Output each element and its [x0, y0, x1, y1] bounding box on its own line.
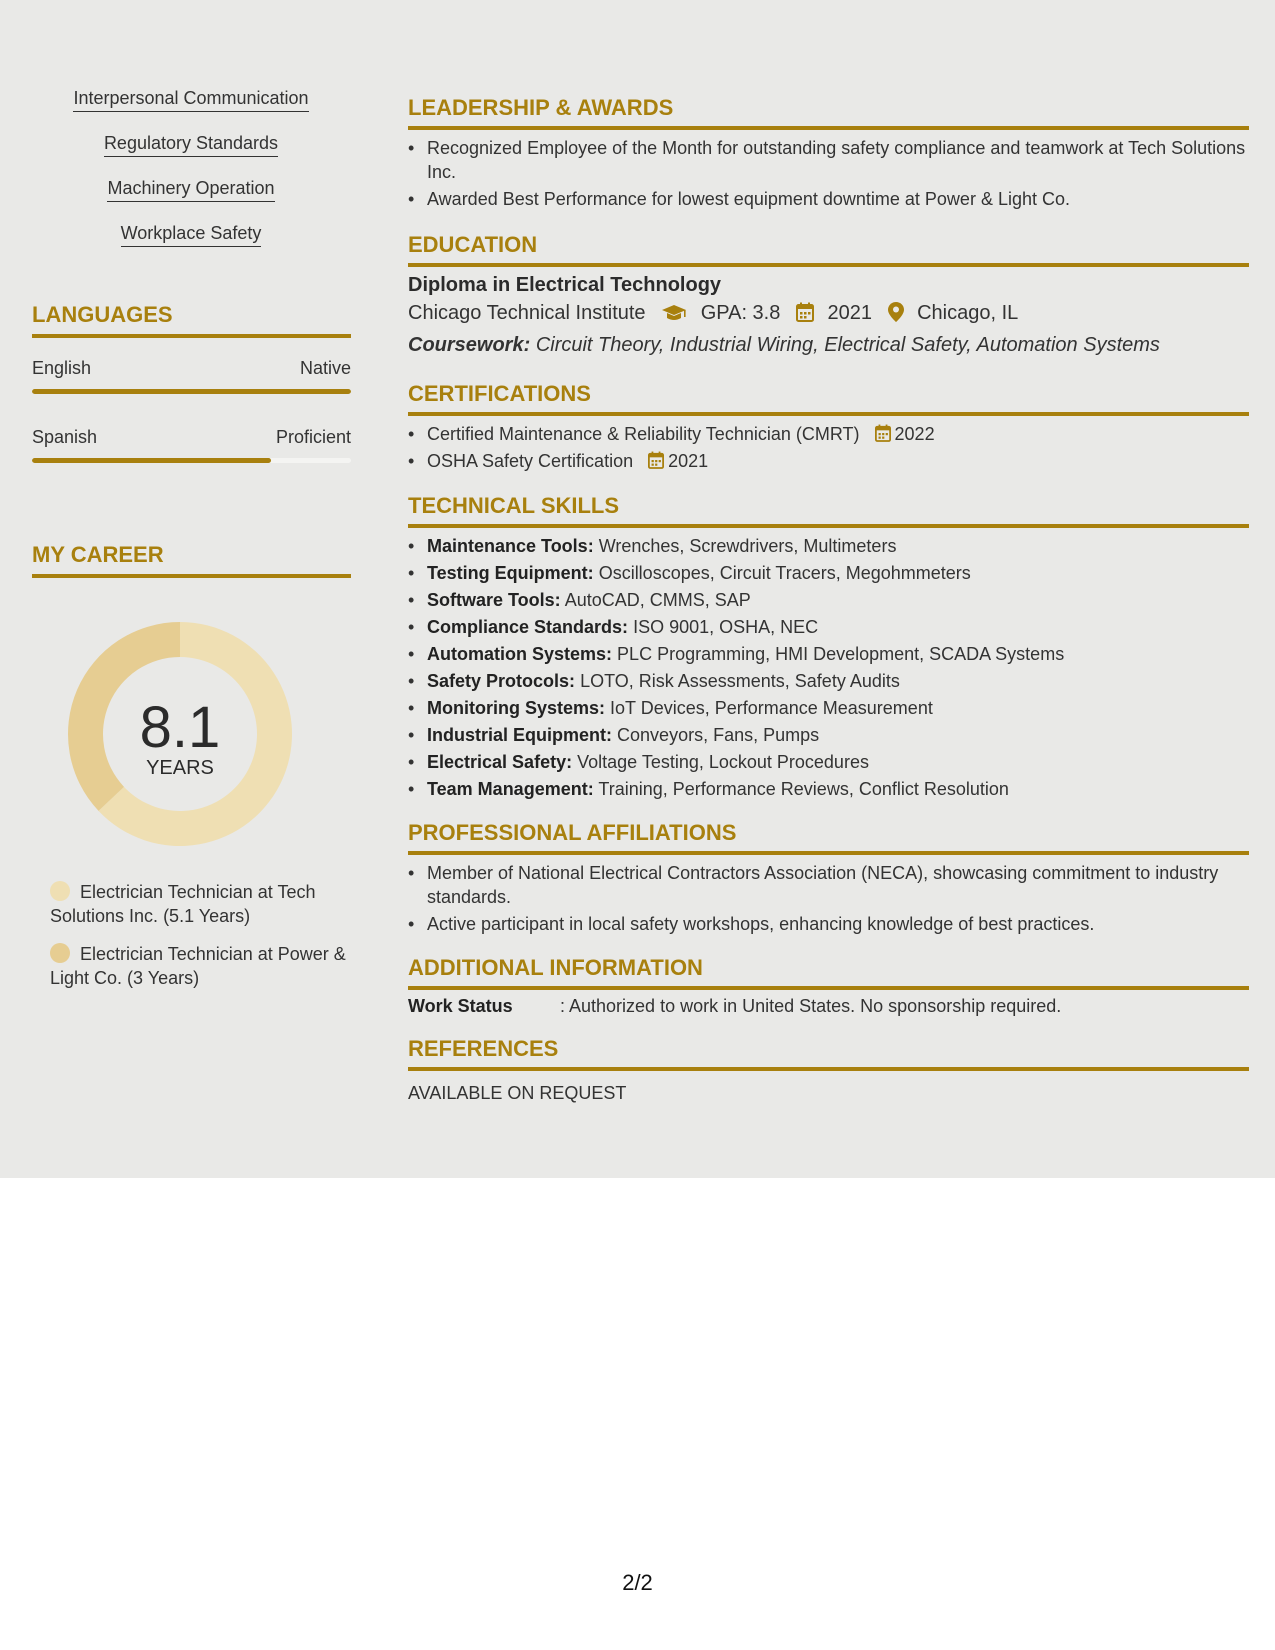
skill-category: Electrical Safety:: [427, 752, 573, 772]
skill-values: AutoCAD, CMMS, SAP: [564, 590, 751, 610]
certification-year: 2022: [894, 424, 935, 444]
skill-values: IoT Devices, Performance Measurement: [610, 698, 933, 718]
references-text: AVAILABLE ON REQUEST: [408, 1083, 627, 1103]
degree-title: Diploma in Electrical Technology: [408, 274, 722, 296]
list-item: • Member of National Electrical Contractors Association (NECA), showcasing commitment to industry standards.: [408, 861, 1249, 909]
list-item: [408, 534, 1249, 558]
certifications-heading: CERTIFICATIONS: [408, 381, 1249, 416]
skill-values: ISO 9001, OSHA, NEC: [633, 617, 819, 637]
skill-item: [32, 88, 350, 109]
skill-label: Regulatory Standards: [104, 133, 278, 157]
legend-dot-icon: [50, 943, 70, 963]
graduation-cap-icon: [661, 304, 687, 322]
certifications-list: [408, 422, 1249, 476]
career-total: 8.1: [139, 695, 221, 760]
career-unit: YEARS: [146, 757, 214, 779]
languages-heading: LANGUAGES: [32, 302, 351, 338]
skill-label: Workplace Safety: [121, 223, 262, 247]
skill-values: PLC Programming, HMI Development, SCADA Systems: [617, 644, 1065, 664]
certification-year: 2021: [668, 451, 709, 471]
language-level: Native: [299, 358, 351, 378]
leadership-heading: LEADERSHIP & AWARDS: [408, 95, 1249, 130]
location-pin-icon: [888, 302, 904, 322]
language-name: Spanish: [32, 427, 98, 447]
career-donut-chart: [60, 614, 300, 854]
legend-dot-icon: [50, 881, 70, 901]
skill-category: Monitoring Systems:: [427, 698, 606, 718]
list-item: [408, 696, 1249, 720]
skill-category: Team Management:: [427, 779, 594, 799]
additional-info-heading: ADDITIONAL INFORMATION: [408, 955, 1249, 990]
affiliations-list: [408, 861, 1249, 939]
skill-values: LOTO, Risk Assessments, Safety Audits: [580, 671, 900, 691]
education-meta: [408, 302, 1018, 325]
list-item: [408, 561, 1249, 585]
list-item: [408, 750, 1249, 774]
skill-category: Software Tools:: [427, 590, 561, 610]
language-name: English: [32, 358, 92, 378]
language-row: [32, 427, 351, 448]
career-legend-item: [50, 880, 350, 928]
list-item: • Active participant in local safety workshops, enhancing knowledge of best practices.: [408, 912, 1249, 936]
list-item: [408, 669, 1249, 693]
coursework-value: Circuit Theory, Industrial Wiring, Electrical Safety, Automation Systems: [535, 334, 1160, 356]
certification-name: Certified Maintenance & Reliability Technician (CMRT): [427, 424, 860, 444]
work-status-label: Work Status: [408, 996, 513, 1016]
calendar-icon: [875, 424, 891, 442]
affiliations-heading: PROFESSIONAL AFFILIATIONS: [408, 820, 1249, 855]
skill-label: Machinery Operation: [107, 178, 274, 202]
skill-category: Compliance Standards:: [427, 617, 629, 637]
technical-skills-heading: TECHNICAL SKILLS: [408, 493, 1249, 528]
skill-values: Wrenches, Screwdrivers, Multimeters: [598, 536, 897, 556]
career-legend-label: Electrician Technician at Power & Light Co. (3 Years): [50, 944, 346, 988]
work-status-row: [408, 996, 1061, 1017]
list-item: [408, 588, 1249, 612]
graduation-year: 2021: [827, 302, 872, 324]
skill-category: Testing Equipment:: [427, 563, 594, 583]
skill-item: [32, 133, 350, 154]
language-bar-track: [32, 389, 351, 394]
list-item: [408, 422, 1249, 446]
coursework-label: Coursework:: [408, 334, 531, 356]
calendar-icon: [648, 451, 664, 469]
list-item: [408, 777, 1249, 801]
language-row: [32, 358, 351, 379]
skill-values: Oscilloscopes, Circuit Tracers, Megohmmeters: [598, 563, 971, 583]
skill-label: Interpersonal Communication: [73, 88, 308, 112]
coursework: [408, 334, 1160, 357]
list-item: [408, 642, 1249, 666]
career-legend-label: Electrician Technician at Tech Solutions Inc. (5.1 Years): [50, 882, 316, 926]
school-name: Chicago Technical Institute: [408, 302, 646, 324]
school-location: Chicago, IL: [917, 302, 1019, 324]
skill-category: Safety Protocols:: [427, 671, 576, 691]
skill-values: Voltage Testing, Lockout Procedures: [577, 752, 869, 772]
page-number: 2/2: [622, 1570, 653, 1595]
skill-values: Conveyors, Fans, Pumps: [617, 725, 820, 745]
certification-name: OSHA Safety Certification: [427, 451, 634, 471]
list-item: [408, 615, 1249, 639]
language-bar-fill: [32, 458, 271, 463]
skill-item: [32, 178, 350, 199]
calendar-icon: [796, 302, 814, 322]
education-heading: EDUCATION: [408, 232, 1249, 267]
career-legend-item: [50, 942, 350, 990]
skill-category: Automation Systems:: [427, 644, 613, 664]
skill-values: Training, Performance Reviews, Conflict Resolution: [598, 779, 1009, 799]
technical-skills-list: [408, 534, 1249, 804]
career-heading: MY CAREER: [32, 542, 351, 578]
skill-item: [32, 223, 350, 244]
language-bar-track: [32, 458, 351, 463]
list-item: [408, 723, 1249, 747]
language-bar-fill: [32, 389, 351, 394]
list-item: • Awarded Best Performance for lowest equipment downtime at Power & Light Co.: [408, 187, 1249, 211]
list-item: • Recognized Employee of the Month for outstanding safety compliance and teamwork at Tech Solutions Inc.: [408, 136, 1249, 184]
skill-category: Maintenance Tools:: [427, 536, 594, 556]
leadership-list: [408, 136, 1249, 214]
gpa: GPA: 3.8: [700, 302, 781, 324]
skill-category: Industrial Equipment:: [427, 725, 613, 745]
list-item: [408, 449, 1249, 473]
references-heading: REFERENCES: [408, 1036, 1249, 1071]
work-status-value: : Authorized to work in United States. No sponsorship required.: [560, 996, 1062, 1016]
language-level: Proficient: [275, 427, 351, 447]
